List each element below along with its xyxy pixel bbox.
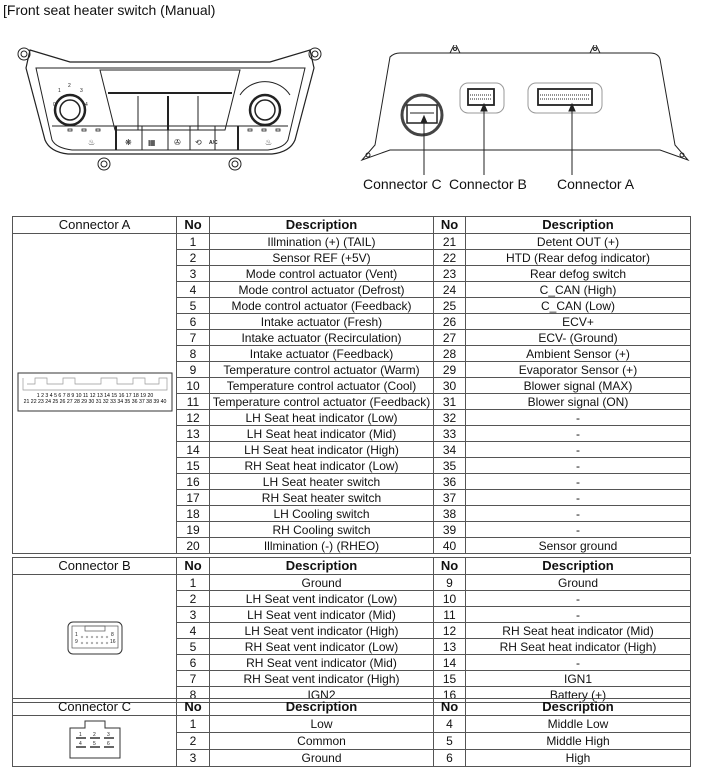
pin-number: 12 [177,410,210,426]
pin-description: Temperature control actuator (Cool) [210,378,434,394]
pin-number: 14 [434,655,466,671]
pin-description: Intake actuator (Recirculation) [210,330,434,346]
pin-description: Mode control actuator (Feedback) [210,298,434,314]
pin-number: 36 [434,474,466,490]
pin-description: Sensor REF (+5V) [210,250,434,266]
pin-description: Ambient Sensor (+) [466,346,691,362]
pin-description: - [466,410,691,426]
pin-number: 5 [177,298,210,314]
pin-label: 4 [78,740,82,747]
pin-number: 16 [177,474,210,490]
table-row [13,575,691,591]
pin-number: 7 [177,671,210,687]
connector-a-socket [528,83,602,113]
connector-pin-diagram-cell [13,234,177,554]
description-header: Description [210,217,434,234]
connector-b-pin-diagram [65,616,125,658]
pin-description: Intake actuator (Feedback) [210,346,434,362]
connector-header: Connector B [13,558,177,575]
pin-description: RH Seat heat indicator (Mid) [466,623,691,639]
table-row [13,234,691,250]
pin-description: RH Cooling switch [210,522,434,538]
connector-pin-diagram-cell [13,575,177,703]
connector-pin-diagram-cell [13,716,177,767]
pin-number: 6 [434,750,466,767]
pin-number: 27 [434,330,466,346]
pin-description: Evaporator Sensor (+) [466,362,691,378]
connector-c-pin-diagram [65,718,125,762]
front-defrost-icon: ❋ [125,138,132,147]
pin-number: 3 [177,607,210,623]
pin-description: RH Seat heat indicator (High) [466,639,691,655]
pin-label: 1 [78,731,82,738]
pin-number: 3 [177,266,210,282]
fan-icon: ✇ [174,138,181,147]
pin-description: LH Seat vent indicator (Low) [210,591,434,607]
pin-description: Sensor ground [466,538,691,554]
pin-label: 1 [74,632,78,638]
pin-description: LH Cooling switch [210,506,434,522]
pin-number: 15 [177,458,210,474]
pin-number: 4 [177,282,210,298]
pin-description: - [466,591,691,607]
pin-description: - [466,490,691,506]
pin-number: 3 [177,750,210,767]
no-header: No [434,699,466,716]
pin-description: - [466,426,691,442]
pin-description: Middle High [466,733,691,750]
pin-description: C_CAN (High) [466,282,691,298]
pin-description: - [466,522,691,538]
knob-label-1: 1 [58,88,61,94]
mount-hole-icon [98,158,110,170]
pin-number: 4 [177,623,210,639]
unit-rear-illustration [360,45,690,175]
pin-description: LH Seat heater switch [210,474,434,490]
pin-description: RH Seat heater switch [210,490,434,506]
pin-number: 23 [434,266,466,282]
connector-b-label: Connector B [449,176,527,192]
pin-description: IGN1 [466,671,691,687]
pin-number: 5 [434,733,466,750]
pin-number: 12 [434,623,466,639]
description-header: Description [466,558,691,575]
recirculation-icon: ⟲ [195,138,202,147]
pin-number: 1 [177,575,210,591]
description-header: Description [210,699,434,716]
pin-number: 26 [434,314,466,330]
seat-heater-icon: ♨ [265,138,273,147]
pin-description: Common [210,733,434,750]
connector-c-socket [402,95,442,135]
pin-description: - [466,506,691,522]
no-header: No [177,558,210,575]
pin-number: 16 [434,687,466,703]
pin-description: Battery (+) [466,687,691,703]
pin-number: 11 [177,394,210,410]
pin-description: - [466,458,691,474]
knob-label-3: 3 [80,88,83,94]
pin-description: Detent OUT (+) [466,234,691,250]
pin-description: Mode control actuator (Defrost) [210,282,434,298]
pin-description: - [466,607,691,623]
pin-number: 14 [177,442,210,458]
pin-number: 15 [434,671,466,687]
description-header: Description [466,217,691,234]
pin-description: High [466,750,691,767]
pin-number: 19 [177,522,210,538]
no-header: No [434,217,466,234]
pin-number: 24 [434,282,466,298]
pin-number: 33 [434,426,466,442]
rear-defrost-icon: ▦ [148,138,156,147]
pin-description: - [466,442,691,458]
pin-description: Illmination (-) (RHEO) [210,538,434,554]
connector-c-table [12,698,691,767]
pin-description: Ground [210,750,434,767]
seat-heater-icon: ♨ [88,138,96,147]
connector-b-table [12,557,691,703]
pin-number: 21 [434,234,466,250]
pin-number: 39 [434,522,466,538]
pin-description: Temperature control actuator (Feedback) [210,394,434,410]
control-panel-illustration [10,40,330,180]
connector-a-pin-diagram [17,372,173,412]
pin-description: Ground [466,575,691,591]
pin-label: 6 [106,740,110,747]
pin-description: ECV+ [466,314,691,330]
pin-number: 11 [434,607,466,623]
pin-label: 5 [92,740,96,747]
pin-description: RH Seat vent indicator (Low) [210,639,434,655]
pin-number: 10 [434,591,466,607]
pin-description: LH Seat heat indicator (High) [210,442,434,458]
pin-number: 4 [434,716,466,733]
knob-label-4: 4 [85,102,88,108]
page-title: [Front seat heater switch (Manual) [3,2,216,18]
pin-description: Ground [210,575,434,591]
pin-description: Blower signal (MAX) [466,378,691,394]
pin-number: 40 [434,538,466,554]
pin-description: RH Seat vent indicator (High) [210,671,434,687]
pin-description: Blower signal (ON) [466,394,691,410]
pin-number: 1 [177,716,210,733]
pin-description: LH Seat heat indicator (Low) [210,410,434,426]
connector-a-table [12,216,691,554]
pin-number: 8 [177,687,210,703]
knob-label-0: 0 [53,102,56,108]
pin-number: 38 [434,506,466,522]
pin-number: 10 [177,378,210,394]
pin-number: 20 [177,538,210,554]
pin-number: 13 [177,426,210,442]
pin-description: Intake actuator (Fresh) [210,314,434,330]
connector-a-label: Connector A [557,176,635,192]
pin-label: 3 [106,731,110,738]
pin-number: 2 [177,250,210,266]
pin-description: - [466,474,691,490]
pin-number: 25 [434,298,466,314]
pin-number: 17 [177,490,210,506]
pin-number: 13 [434,639,466,655]
pin-row-2: 21 22 23 24 25 26 27 28 29 30 31 32 33 34 35 36 37 38 39 40 [23,399,166,405]
connector-header: Connector A [13,217,177,234]
description-header: Description [466,699,691,716]
pin-number: 2 [177,591,210,607]
pin-description: Low [210,716,434,733]
pin-description: HTD (Rear defog indicator) [466,250,691,266]
pin-number: 6 [177,314,210,330]
table-header-row [13,558,691,575]
pin-label: 2 [92,731,96,738]
pin-label: 9 [74,639,78,645]
connector-header: Connector C [13,699,177,716]
pin-number: 37 [434,490,466,506]
pin-description: RH Seat heat indicator (Low) [210,458,434,474]
ac-button-label: A/C [209,140,218,146]
pin-description: LH Seat heat indicator (Mid) [210,426,434,442]
pin-number: 6 [177,655,210,671]
pin-number: 32 [434,410,466,426]
connector-c-label: Connector C [363,176,442,192]
pin-number: 2 [177,733,210,750]
pin-number: 34 [434,442,466,458]
table-header-row [13,699,691,716]
pin-number: 31 [434,394,466,410]
description-header: Description [210,558,434,575]
pin-description: Mode control actuator (Vent) [210,266,434,282]
pin-description: ECV- (Ground) [466,330,691,346]
pin-description: LH Seat vent indicator (Mid) [210,607,434,623]
pin-description: Rear defog switch [466,266,691,282]
pin-number: 8 [177,346,210,362]
pin-number: 9 [434,575,466,591]
pin-label: 8 [110,632,114,638]
mount-hole-icon [229,158,241,170]
pin-description: LH Seat vent indicator (High) [210,623,434,639]
pin-description: C_CAN (Low) [466,298,691,314]
knob-label-2: 2 [68,83,71,89]
no-header: No [177,699,210,716]
pin-description: Illmination (+) (TAIL) [210,234,434,250]
pin-number: 1 [177,234,210,250]
pin-row-1: 1 2 3 4 5 6 7 8 9 10 11 12 13 14 15 16 17 18 19 20 [36,393,153,399]
pin-number: 30 [434,378,466,394]
pin-number: 9 [177,362,210,378]
pin-label: 16 [109,639,116,645]
pin-description: Middle Low [466,716,691,733]
pin-description: RH Seat vent indicator (Mid) [210,655,434,671]
pin-number: 28 [434,346,466,362]
pin-number: 29 [434,362,466,378]
no-header: No [434,558,466,575]
table-row [13,716,691,733]
pin-number: 22 [434,250,466,266]
pin-description: - [466,655,691,671]
pin-number: 35 [434,458,466,474]
pin-description: Temperature control actuator (Warm) [210,362,434,378]
pin-number: 7 [177,330,210,346]
no-header: No [177,217,210,234]
pin-description: IGN2 [210,687,434,703]
table-header-row [13,217,691,234]
pin-number: 5 [177,639,210,655]
pin-number: 18 [177,506,210,522]
